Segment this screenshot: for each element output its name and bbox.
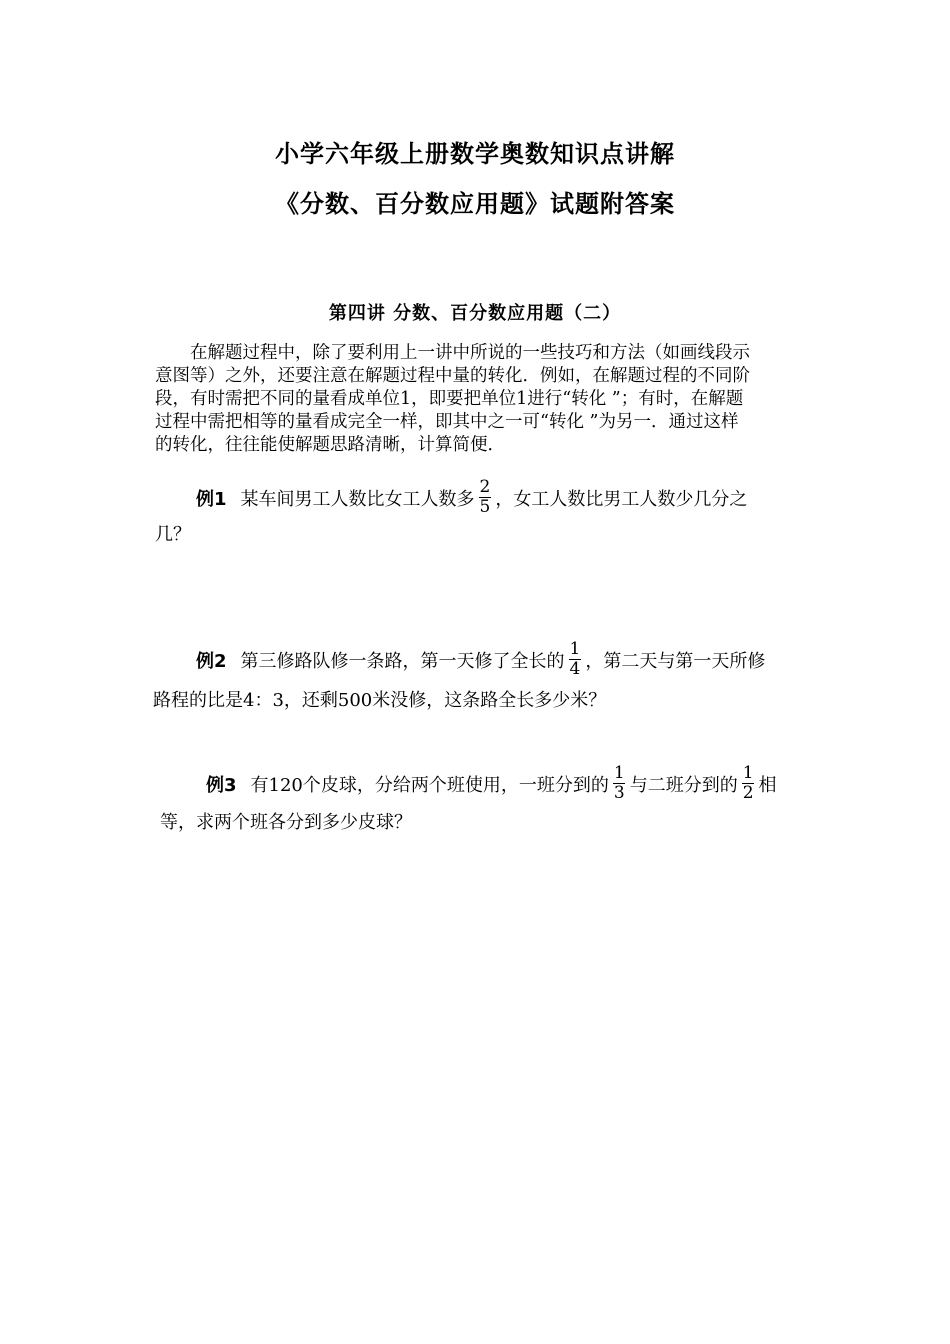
- fraction-numerator: 1: [742, 763, 754, 783]
- example-text: 有120个皮球，分给两个班使用，一班分到的: [250, 774, 609, 796]
- section-title: 第四讲 分数、百分数应用题（二）: [328, 303, 622, 324]
- intro-line: 段，有时需把不同的量看成单位1，即要把单位1进行“转化 ”；有时，在解题: [155, 389, 744, 409]
- intro-line: 在解题过程中，除了要利用上一讲中所说的一些技巧和方法（如画线段示: [155, 343, 750, 363]
- example-3-continued: [160, 808, 412, 834]
- example-1-continued: [155, 520, 191, 546]
- example-3: [206, 764, 777, 803]
- fraction-denominator: 4: [569, 659, 581, 679]
- example-label: 例2: [196, 650, 227, 672]
- fraction-denominator: 5: [479, 497, 491, 517]
- fraction: [478, 478, 493, 517]
- intro-line: 意图等）之外，还要注意在解题过程中量的转化．例如，在解题过程的不同阶: [155, 366, 750, 386]
- example-text: 与二班分到的: [629, 774, 738, 796]
- example-text: 路程的比是4：3，还剩500米没修，这条路全长多少米？: [153, 690, 607, 711]
- example-text: ，女工人数比男工人数少几分之: [495, 488, 748, 510]
- example-2-continued: [153, 686, 606, 712]
- fraction-denominator: 2: [742, 783, 754, 803]
- intro-line: 的转化，往往能使解题思路清晰，计算简便．: [155, 435, 505, 455]
- document-title-line1: 小学六年级上册数学奥数知识点讲解: [275, 140, 675, 168]
- example-label: 例3: [206, 774, 237, 796]
- intro-line: 过程中需把相等的量看成完全一样，即其中之一可“转化 ”为另一．通过这样: [155, 412, 739, 432]
- example-text: 几？: [155, 524, 191, 545]
- fraction-numerator: 1: [613, 763, 625, 783]
- example-2: [196, 640, 765, 679]
- example-1: [196, 478, 747, 517]
- example-text: 某车间男工人数比女工人数多: [240, 488, 475, 510]
- intro-paragraph: [155, 342, 800, 457]
- example-text: 第三修路队修一条路，第一天修了全长的: [240, 650, 565, 672]
- fraction: [741, 764, 756, 803]
- example-text: 等，求两个班各分到多少皮球？: [160, 812, 412, 833]
- document-title-line2: 《分数、百分数应用题》试题附答案: [275, 190, 675, 218]
- example-text: 相: [758, 774, 777, 796]
- fraction-numerator: 1: [569, 639, 581, 659]
- fraction: [612, 764, 627, 803]
- fraction-denominator: 3: [613, 783, 625, 803]
- example-label: 例1: [196, 488, 227, 510]
- fraction: [568, 640, 583, 679]
- example-text: ，第二天与第一天所修: [585, 650, 766, 672]
- fraction-numerator: 2: [479, 477, 491, 497]
